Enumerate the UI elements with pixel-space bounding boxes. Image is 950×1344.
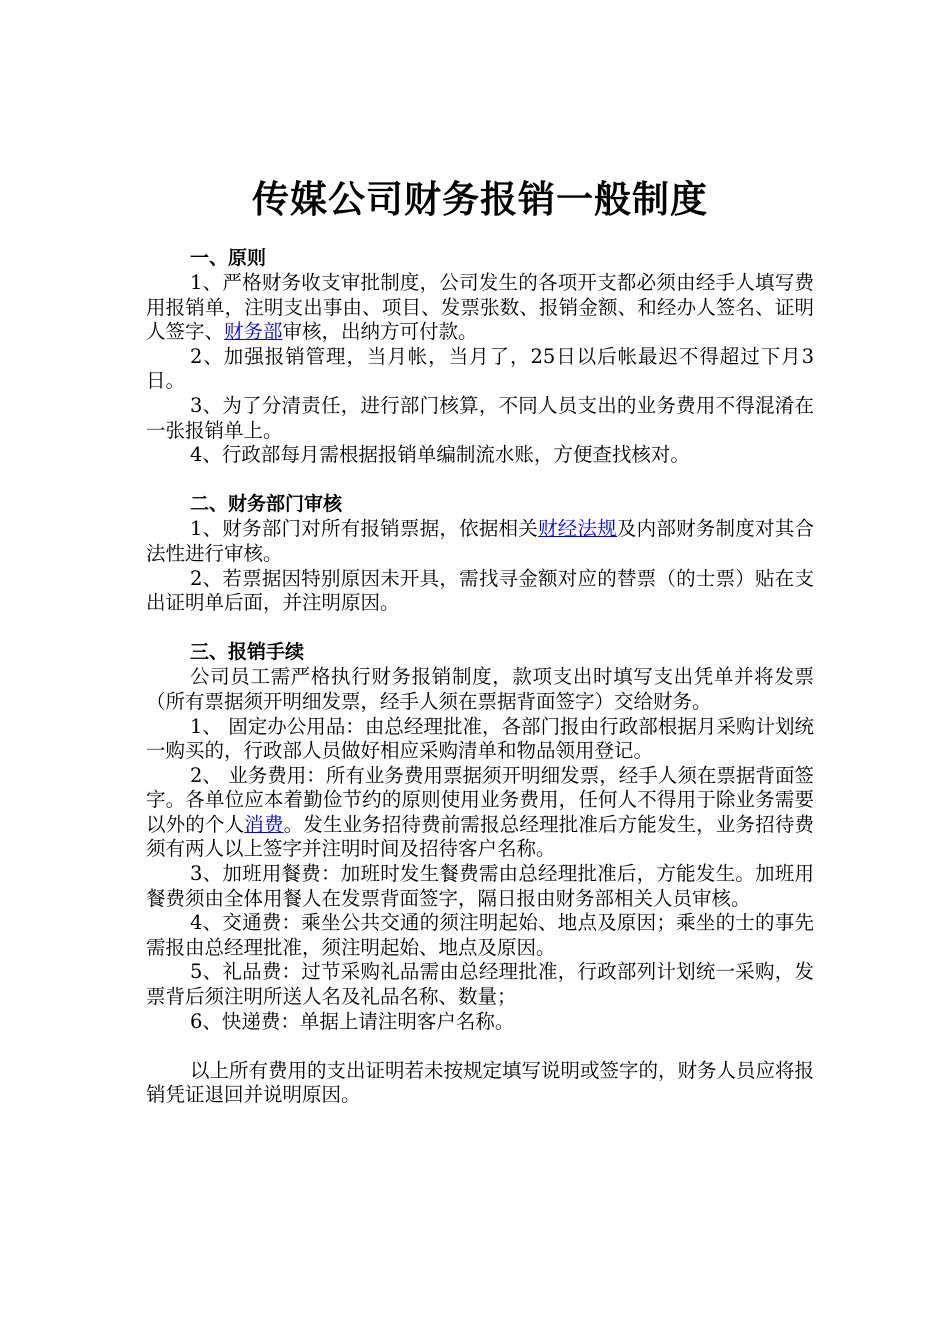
paragraph — [146, 271, 814, 345]
consumption-link[interactable]: 消费 — [244, 812, 284, 836]
paragraph — [146, 764, 814, 862]
paragraph-text: 1、严格财务收支审批制度，公司发生的各项开支都必须由经手人填写费用报销单，注明支出事由、项目、发票张数、报销金额、和经办人签名、证明人签字、 — [146, 271, 814, 344]
paragraph: 4、交通费：乘坐公共交通的须注明起始、地点及原因；乘坐的士的事先需报由总经理批准，须注明起始、地点及原因。 — [146, 911, 814, 959]
paragraph: 4、行政部每月需根据报销单编制流水账，方便查找核对。 — [190, 443, 690, 467]
paragraph-text: 审核，出纳方可付款。 — [282, 320, 478, 344]
paragraph: 1、 固定办公用品：由总经理批准，各部门报由行政部根据月采购计划统一购买的，行政部人员做好相应采购清单和物品领用登记。 — [146, 714, 814, 763]
paragraph: 3、为了分清责任，进行部门核算，不同人员支出的业务费用不得混淆在一张报销单上。 — [146, 393, 814, 442]
section-finance-review — [146, 492, 814, 615]
document-title: 传媒公司财务报销一般制度 — [252, 178, 708, 221]
paragraph-text: 及内部财务制度对其合法性进行审核。 — [146, 517, 814, 565]
paragraph-text: 1、财务部门对所有报销票据，依据相关 — [190, 517, 538, 541]
document-page — [146, 0, 814, 1108]
section-heading: 三、报销手续 — [190, 641, 305, 664]
section-heading: 二、财务部门审核 — [190, 493, 343, 516]
paragraph: 3、加班用餐费：加班时发生餐费需由总经理批准后，方能发生。加班用餐费须由全体用餐人在发票背面签字，隔日报由财务部相关人员审核。 — [146, 862, 814, 910]
paragraph: 5、礼品费：过节采购礼品需由总经理批准，行政部列计划统一采购，发票背后须注明所送人名及礼品名称、数量； — [146, 960, 814, 1009]
paragraph-text: 。发生业务招待费前需报总经理批准后方能发生，业务招待费须有两人以上签字并注明时间及招待客户名称。 — [146, 812, 814, 861]
paragraph — [146, 517, 814, 566]
finance-dept-link[interactable]: 财务部 — [224, 320, 283, 344]
paragraph: 2、若票据因特别原因未开具，需找寻金额对应的替票（的士票）贴在支出证明单后面，并注明原因。 — [146, 566, 814, 615]
section-principles — [146, 246, 814, 468]
closing-paragraph: 以上所有费用的支出证明若未按规定填写说明或签字的，财务人员应将报销凭证退回并说明原因。 — [146, 1058, 815, 1107]
blank-line — [146, 616, 814, 641]
blank-line — [146, 1034, 814, 1059]
section-heading: 一、原则 — [190, 247, 267, 269]
paragraph-text: 2、 业务费用：所有业务费用票据须开明细发票，经手人须在票据背面签字。各单位应本着勤俭节约的原则使用业务费用，任何人不得用于除业务需要以外的个人 — [146, 763, 814, 836]
paragraph: 6、快递费：单据上请注明客户名称。 — [190, 1009, 515, 1033]
finance-regulations-link[interactable]: 财经法规 — [538, 517, 617, 541]
paragraph: 公司员工需严格执行财务报销制度，款项支出时填写支出凭单并将发票（所有票据须开明细发票，经手人须在票据背面签字）交给财务。 — [146, 665, 814, 713]
blank-line — [146, 468, 814, 493]
paragraph: 2、加强报销管理，当月帐，当月了，25日以后帐最迟不得超过下月3日。 — [146, 344, 814, 393]
section-procedures — [146, 640, 814, 1034]
